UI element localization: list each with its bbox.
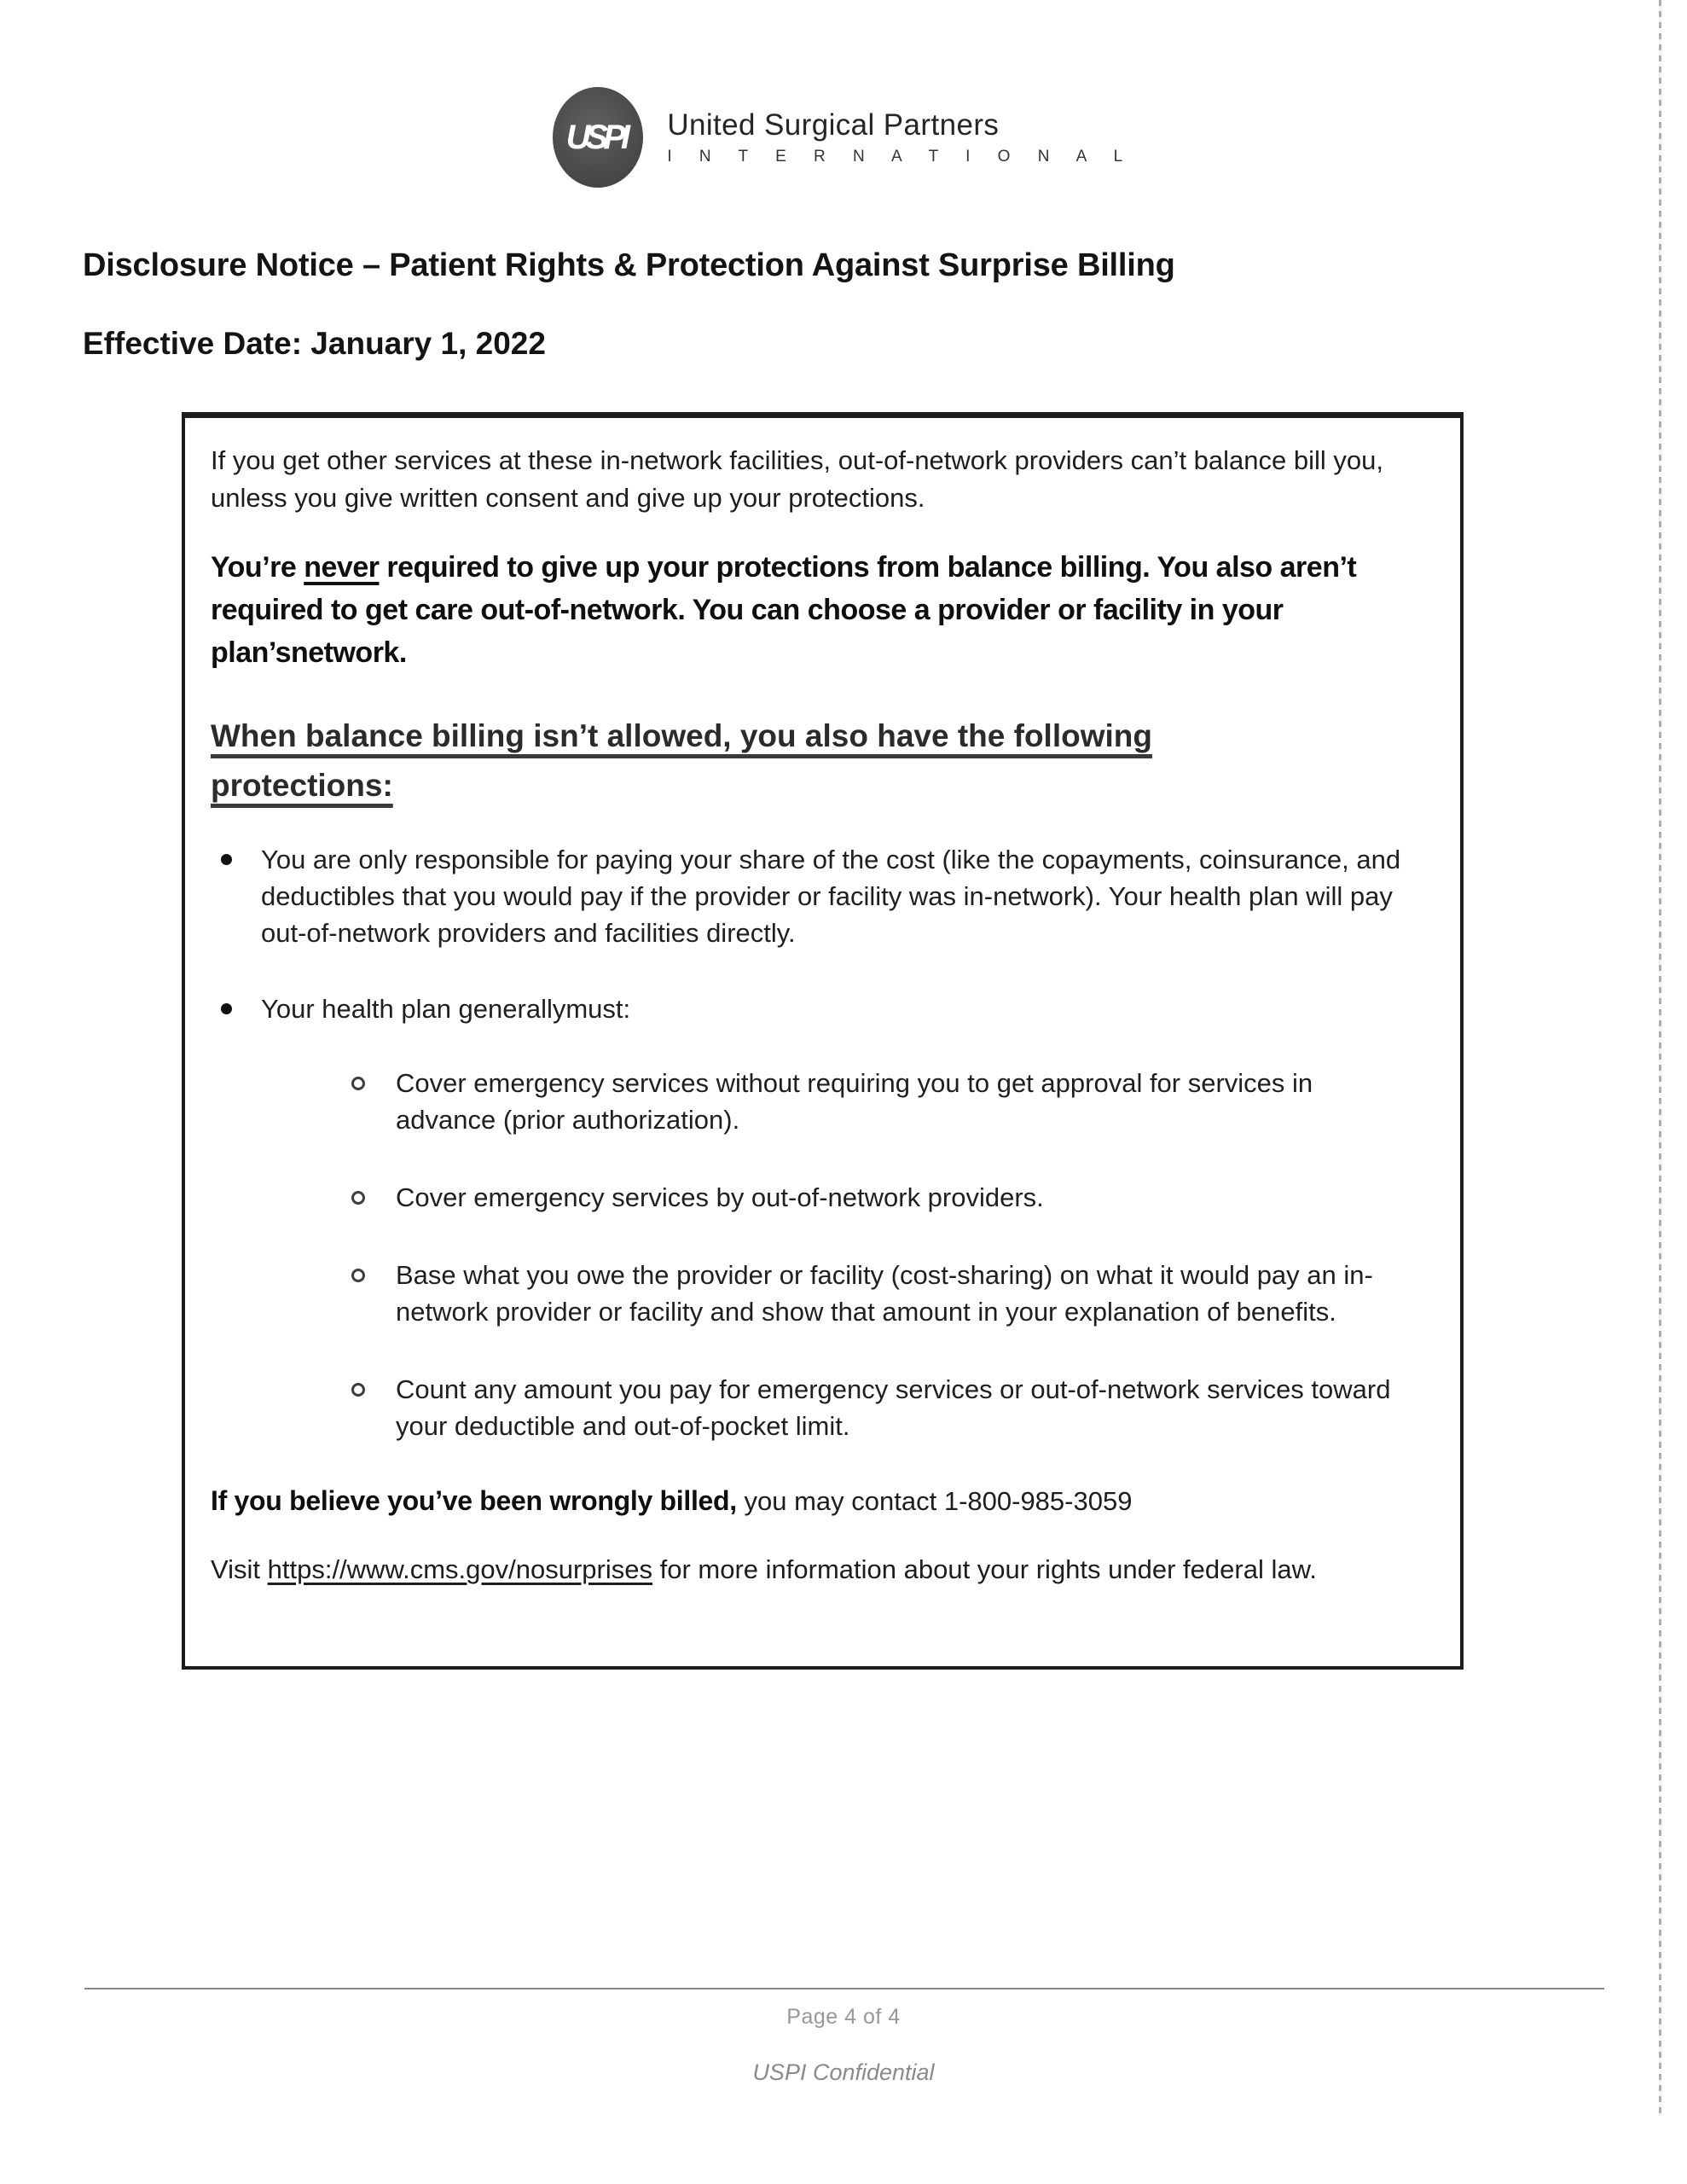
bullet-dot-icon <box>221 854 232 865</box>
uspi-monogram: USPI <box>565 118 626 156</box>
circle-bullet-icon <box>351 1269 365 1282</box>
list-item <box>351 1179 1405 1216</box>
intro-paragraph: If you get other services at these in-network facilities, out-of-network providers can’t balance bill you, unless you give written consent and give up your protections. <box>211 445 1383 513</box>
never-paragraph-prefix: You’re <box>211 551 304 584</box>
list-item <box>211 990 1405 1444</box>
list-item <box>351 1257 1405 1330</box>
visit-suffix: for more information about your rights under federal law. <box>652 1554 1317 1584</box>
list-item <box>211 841 1405 951</box>
never-paragraph-suffix: required to give up your protections from balance billing. You also aren’t required to get care out-of-network. You can choose a provider or facility in your plan’snetwork. <box>211 551 1357 669</box>
circle-bullet-icon <box>351 1077 365 1090</box>
scan-artifact-line <box>1659 0 1661 2116</box>
confidential-label: USPI Confidential <box>752 2059 935 2085</box>
page-title: Disclosure Notice – Patient Rights & Protection Against Surprise Billing <box>83 247 1175 283</box>
wrongly-billed-line <box>211 1482 1405 1520</box>
wrongly-billed-rest: you may contact 1-800-985-3059 <box>736 1486 1133 1516</box>
list-item-text: You are only responsible for paying your share of the cost (like the copayments, coinsurance, and deductibles that you would pay if the provider or facility was in-network). Your health plan will pay out-of-network providers and facilities directly. <box>261 845 1401 948</box>
list-item-text: Cover emergency services by out-of-network providers. <box>396 1182 1044 1212</box>
never-underlined-word: never <box>304 551 380 584</box>
protections-list <box>211 841 1405 1444</box>
uspi-logo-icon <box>553 87 643 188</box>
list-item-text: Your health plan generallymust: <box>261 994 631 1024</box>
page-number: Page 4 of 4 <box>786 2005 901 2029</box>
health-plan-sublist <box>351 1065 1405 1444</box>
list-item-text: Count any amount you pay for emergency services or out-of-network services toward your deductible and out-of-pocket limit. <box>396 1374 1391 1441</box>
list-item-text: Cover emergency services without requiring you to get approval for services in advance (prior authorization). <box>396 1068 1313 1135</box>
bullet-dot-icon <box>221 1003 232 1014</box>
never-required-paragraph <box>211 546 1405 674</box>
list-item-text: Base what you owe the provider or facility (cost-sharing) on what it would pay an in-network provider or facility and show that amount in your explanation of benefits. <box>396 1260 1373 1327</box>
circle-bullet-icon <box>351 1191 365 1205</box>
circle-bullet-icon <box>351 1383 365 1397</box>
logo-tagline: I N T E R N A T I O N A L <box>667 148 1134 166</box>
list-item-body <box>261 990 1405 1444</box>
list-item <box>351 1065 1405 1138</box>
protections-heading: When balance billing isn’t allowed, you also have the following protections: <box>211 718 1152 803</box>
wrongly-billed-bold: If you believe you’ve been wrongly billed, <box>211 1485 737 1516</box>
logo-company-name: United Surgical Partners <box>667 108 1000 142</box>
effective-date: Effective Date: January 1, 2022 <box>83 326 546 361</box>
cms-nosurprises-link[interactable]: https://www.cms.gov/nosurprises <box>267 1554 653 1584</box>
visit-prefix: Visit <box>211 1554 268 1584</box>
footer-divider <box>84 1988 1604 1989</box>
logo-text <box>667 108 1133 166</box>
visit-line <box>211 1551 1405 1589</box>
list-item <box>351 1371 1405 1444</box>
notice-box <box>182 412 1464 1670</box>
logo <box>0 87 1687 188</box>
